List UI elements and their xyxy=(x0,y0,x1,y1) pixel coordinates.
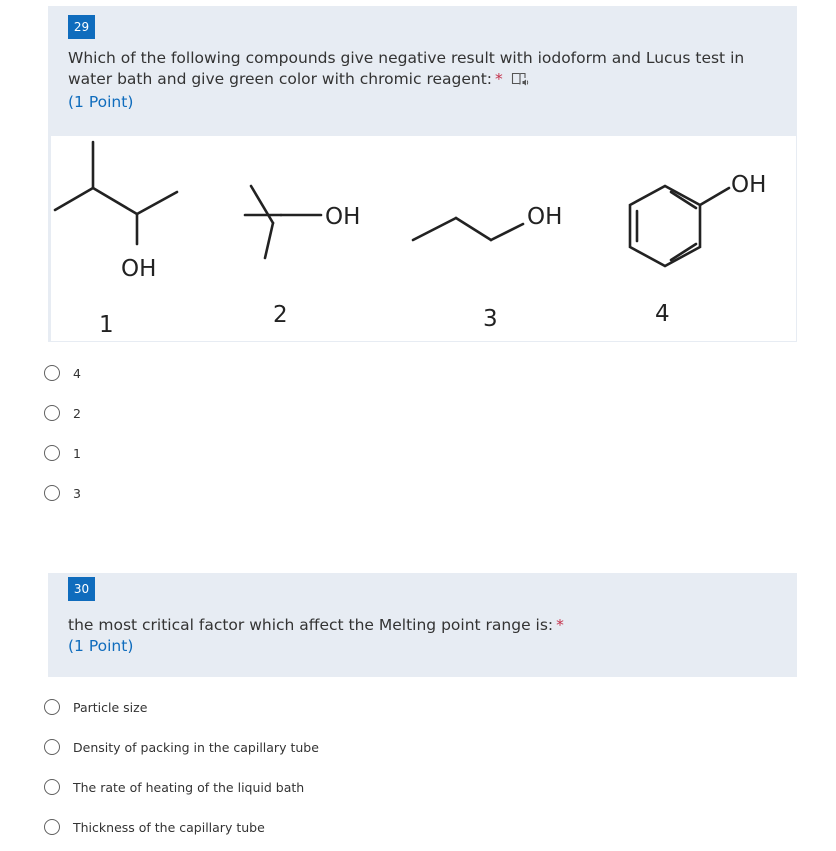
option-label: The rate of heating of the liquid bath xyxy=(73,779,305,795)
option-q29-3[interactable] xyxy=(44,442,81,464)
option-label: Density of packing in the capillary tube xyxy=(73,739,319,755)
option-label: Particle size xyxy=(73,699,148,715)
option-q30-2[interactable] xyxy=(44,736,319,758)
required-mark: * xyxy=(495,70,503,88)
question-points: (1 Point) xyxy=(68,93,134,111)
compound-label-4: 4 xyxy=(655,301,670,327)
required-mark: * xyxy=(556,616,564,634)
question-number-badge: 30 xyxy=(68,577,95,601)
option-label: 1 xyxy=(73,445,81,461)
radio-button[interactable] xyxy=(44,779,60,795)
question-text xyxy=(68,48,778,90)
option-q29-1[interactable] xyxy=(44,362,81,384)
radio-button[interactable] xyxy=(44,819,60,835)
compound-1-oh-label: OH xyxy=(121,256,157,282)
compound-2-oh-label: OH xyxy=(325,204,361,230)
option-label: 3 xyxy=(73,485,81,501)
option-q30-4[interactable] xyxy=(44,816,265,838)
option-label: 4 xyxy=(73,365,81,381)
radio-button[interactable] xyxy=(44,405,60,421)
option-q30-3[interactable] xyxy=(44,776,304,798)
question-text-content: Which of the following compounds give negative result with iodoform and Lucus test in water bath and give green color with chromic reagent: xyxy=(68,49,745,88)
radio-button[interactable] xyxy=(44,445,60,461)
compound-label-1: 1 xyxy=(99,312,114,338)
radio-button[interactable] xyxy=(44,365,60,381)
question-number-badge: 29 xyxy=(68,15,95,39)
compounds-structure-image xyxy=(48,136,796,341)
question-text-content: the most critical factor which affect the Melting point range is: xyxy=(68,616,554,634)
question-points: (1 Point) xyxy=(68,637,134,655)
option-label: Thickness of the capillary tube xyxy=(73,819,265,835)
immersive-reader-icon[interactable] xyxy=(511,71,529,87)
radio-button[interactable] xyxy=(44,699,60,715)
option-q29-4[interactable] xyxy=(44,482,81,504)
radio-button[interactable] xyxy=(44,739,60,755)
question-30-card xyxy=(48,573,797,677)
compound-label-2: 2 xyxy=(273,302,288,328)
question-text xyxy=(68,615,778,636)
compound-3-oh-label: OH xyxy=(527,204,563,230)
option-q30-1[interactable] xyxy=(44,696,147,718)
option-label: 2 xyxy=(73,405,81,421)
question-29-card xyxy=(48,6,797,342)
radio-button[interactable] xyxy=(44,485,60,501)
compound-4-oh-label: OH xyxy=(731,172,767,198)
option-q29-2[interactable] xyxy=(44,402,81,424)
compound-label-3: 3 xyxy=(483,306,498,332)
